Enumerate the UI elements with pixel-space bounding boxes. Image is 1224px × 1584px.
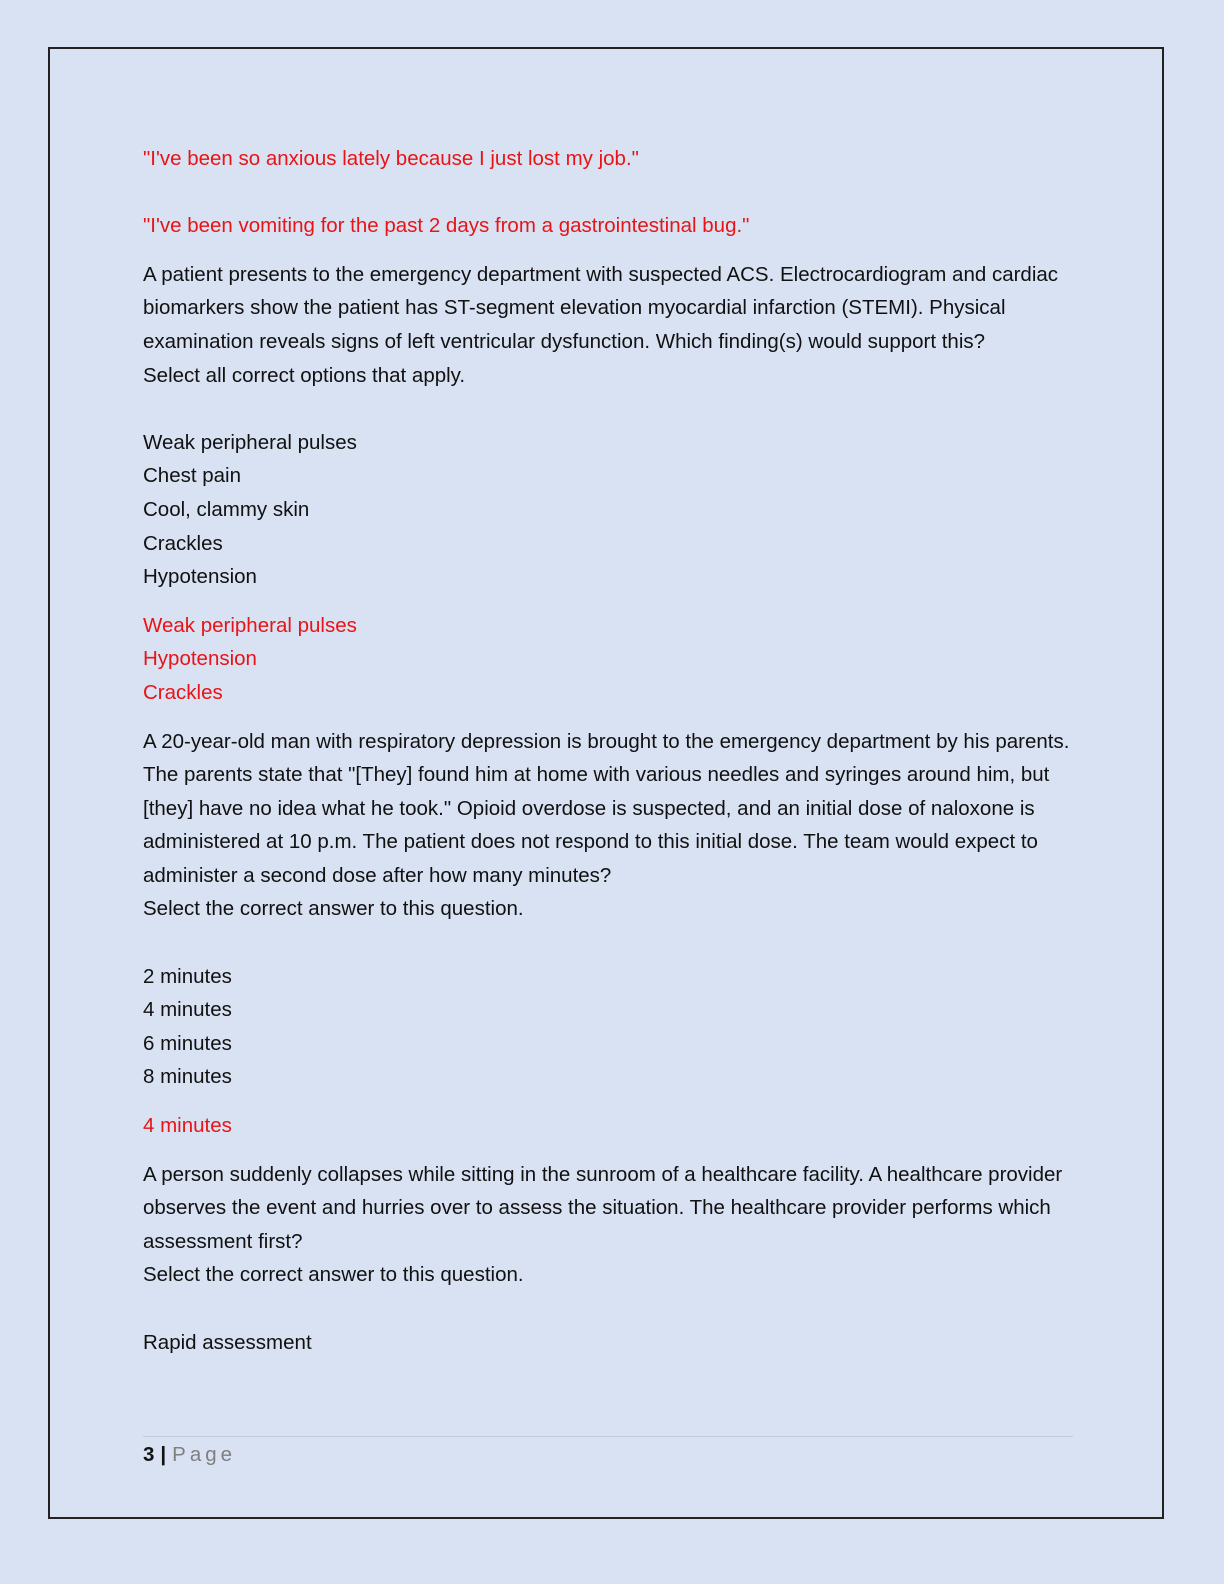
q1-option: Weak peripheral pulses [143, 430, 357, 454]
footer-separator: | [160, 1443, 167, 1466]
footer-divider [143, 1436, 1073, 1437]
q2-option: 2 minutes [143, 964, 232, 988]
question-1-instruction: Select all correct options that apply. [143, 363, 466, 387]
question-1-stem: A patient presents to the emergency department with suspected ACS. Electrocardiogram and cardiac biomarkers show the patient has ST-segment elevation myocardial infarction (STEMI). Physical examination reveals signs of left ventricular dysfunction. Which finding(s) would support this? [143, 262, 1059, 353]
q3-option: Rapid assessment [143, 1330, 312, 1354]
q1-option: Crackles [143, 531, 223, 555]
q2-answer: 4 minutes [143, 1114, 232, 1138]
q1-answer: Weak peripheral pulses [143, 613, 357, 637]
document-body [143, 142, 1073, 1359]
question-2-stem: A 20-year-old man with respiratory depression is brought to the emergency department by his parents. The parents state that "[They] found him at home with various needles and syringes around him, but [they] have no idea what he took." Opioid overdose is suspected, and an initial dose of naloxone is administered at 10 p.m. The patient does not respond to this initial dose. The team would expect to administer a second dose after how many minutes? [143, 729, 1070, 887]
answer-quote-2: "I've been vomiting for the past 2 days from a gastrointestinal bug." [143, 214, 750, 238]
question-3-instruction: Select the correct answer to this question. [143, 1263, 524, 1287]
q2-option: 4 minutes [143, 998, 232, 1022]
page-footer [143, 1438, 236, 1471]
q2-option: 6 minutes [143, 1031, 232, 1055]
question-3-stem: A person suddenly collapses while sitting in the sunroom of a healthcare facility. A healthcare provider observes the event and hurries over to assess the situation. The healthcare provider performs which assessment first? [143, 1162, 1063, 1253]
q1-answer: Hypotension [143, 647, 257, 671]
page-number: 3 [143, 1443, 155, 1466]
q1-option: Cool, clammy skin [143, 497, 310, 521]
page-label: Page [172, 1443, 237, 1466]
q1-option: Hypotension [143, 565, 257, 589]
answer-quote-1: "I've been so anxious lately because I just lost my job." [143, 147, 639, 170]
q1-answer: Crackles [143, 680, 223, 704]
question-2-instruction: Select the correct answer to this question. [143, 897, 524, 921]
q1-option: Chest pain [143, 464, 242, 488]
q2-option: 8 minutes [143, 1065, 232, 1089]
